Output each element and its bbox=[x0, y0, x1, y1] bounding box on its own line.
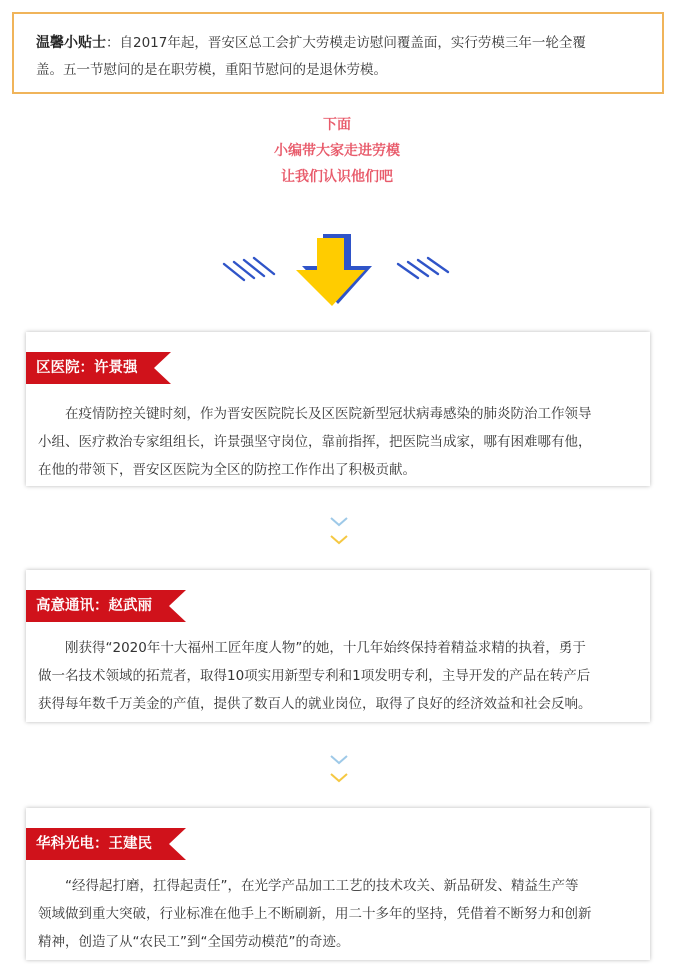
card-tag-label: 华科光电：王建民 bbox=[36, 836, 152, 852]
paragraph-line: 获得每年数千万美金的产值，提供了数百人的就业岗位，取得了良好的经济效益和社会反响。 bbox=[38, 696, 592, 712]
paragraph-line: 精神，创造了从“农民工”到“全国劳动模范”的奇迹。 bbox=[38, 934, 350, 950]
card-zhao-wuli bbox=[26, 570, 650, 722]
intro-line-3: 让我们认识他们吧 bbox=[281, 169, 393, 185]
double-chevron-down-icon bbox=[328, 752, 350, 786]
tip-text-2: 盖。五一节慰问的是在职劳模，重阳节慰问的是退休劳模。 bbox=[36, 62, 387, 78]
down-arrow-decoration bbox=[0, 228, 674, 308]
paragraph-line: 在疫情防控关键时刻，作为晋安医院院长及区医院新型冠状病毒感染的肺炎防治工作领导 bbox=[38, 406, 592, 422]
paragraph-line: 刚获得“2020年十大福州工匠年度人物”的她，十几年始终保持着精益求精的执着，勇于 bbox=[38, 640, 586, 656]
card-tag bbox=[26, 352, 171, 384]
paragraph-line: 领域做到重大突破，行业标准在他手上不断刷新，用二十多年的坚持，凭借着不断努力和创新 bbox=[38, 906, 592, 922]
intro-line-1: 下面 bbox=[323, 117, 351, 133]
double-chevron-down-icon bbox=[328, 514, 350, 548]
intro-text bbox=[0, 112, 674, 190]
card-paragraph bbox=[38, 400, 640, 484]
card-tag bbox=[26, 590, 186, 622]
down-arrow-icon bbox=[0, 228, 674, 308]
card-xu-jingqiang bbox=[26, 332, 650, 486]
tip-text-1: ：自2017年起，晋安区总工会扩大劳模走访慰问覆盖面，实行劳模三年一轮全覆 bbox=[106, 35, 586, 51]
tip-line-1 bbox=[36, 30, 640, 57]
paragraph-line: 做一名技术领域的拓荒者，取得10项实用新型专利和1项发明专利，主导开发的产品在转产后 bbox=[38, 668, 591, 684]
paragraph-line: “经得起打磨，扛得起责任”，在光学产品加工工艺的技术攻关、新品研发、精益生产等 bbox=[38, 878, 579, 894]
card-tag bbox=[26, 828, 186, 860]
paragraph-line: 小组、医疗救治专家组组长，许景强坚守岗位，靠前指挥，把医院当成家，哪有困难哪有他， bbox=[38, 434, 592, 450]
card-tag-label: 高意通讯：赵武丽 bbox=[36, 598, 152, 614]
tip-box bbox=[12, 12, 664, 94]
tip-title: 温馨小贴士 bbox=[36, 35, 106, 51]
card-tag-label: 区医院：许景强 bbox=[36, 360, 138, 376]
card-paragraph bbox=[38, 872, 640, 956]
card-wang-jianmin bbox=[26, 808, 650, 960]
intro-line-2: 小编带大家走进劳模 bbox=[274, 143, 400, 159]
paragraph-line: 在他的带领下，晋安区医院为全区的防控工作作出了积极贡献。 bbox=[38, 462, 416, 478]
card-paragraph bbox=[38, 634, 640, 718]
